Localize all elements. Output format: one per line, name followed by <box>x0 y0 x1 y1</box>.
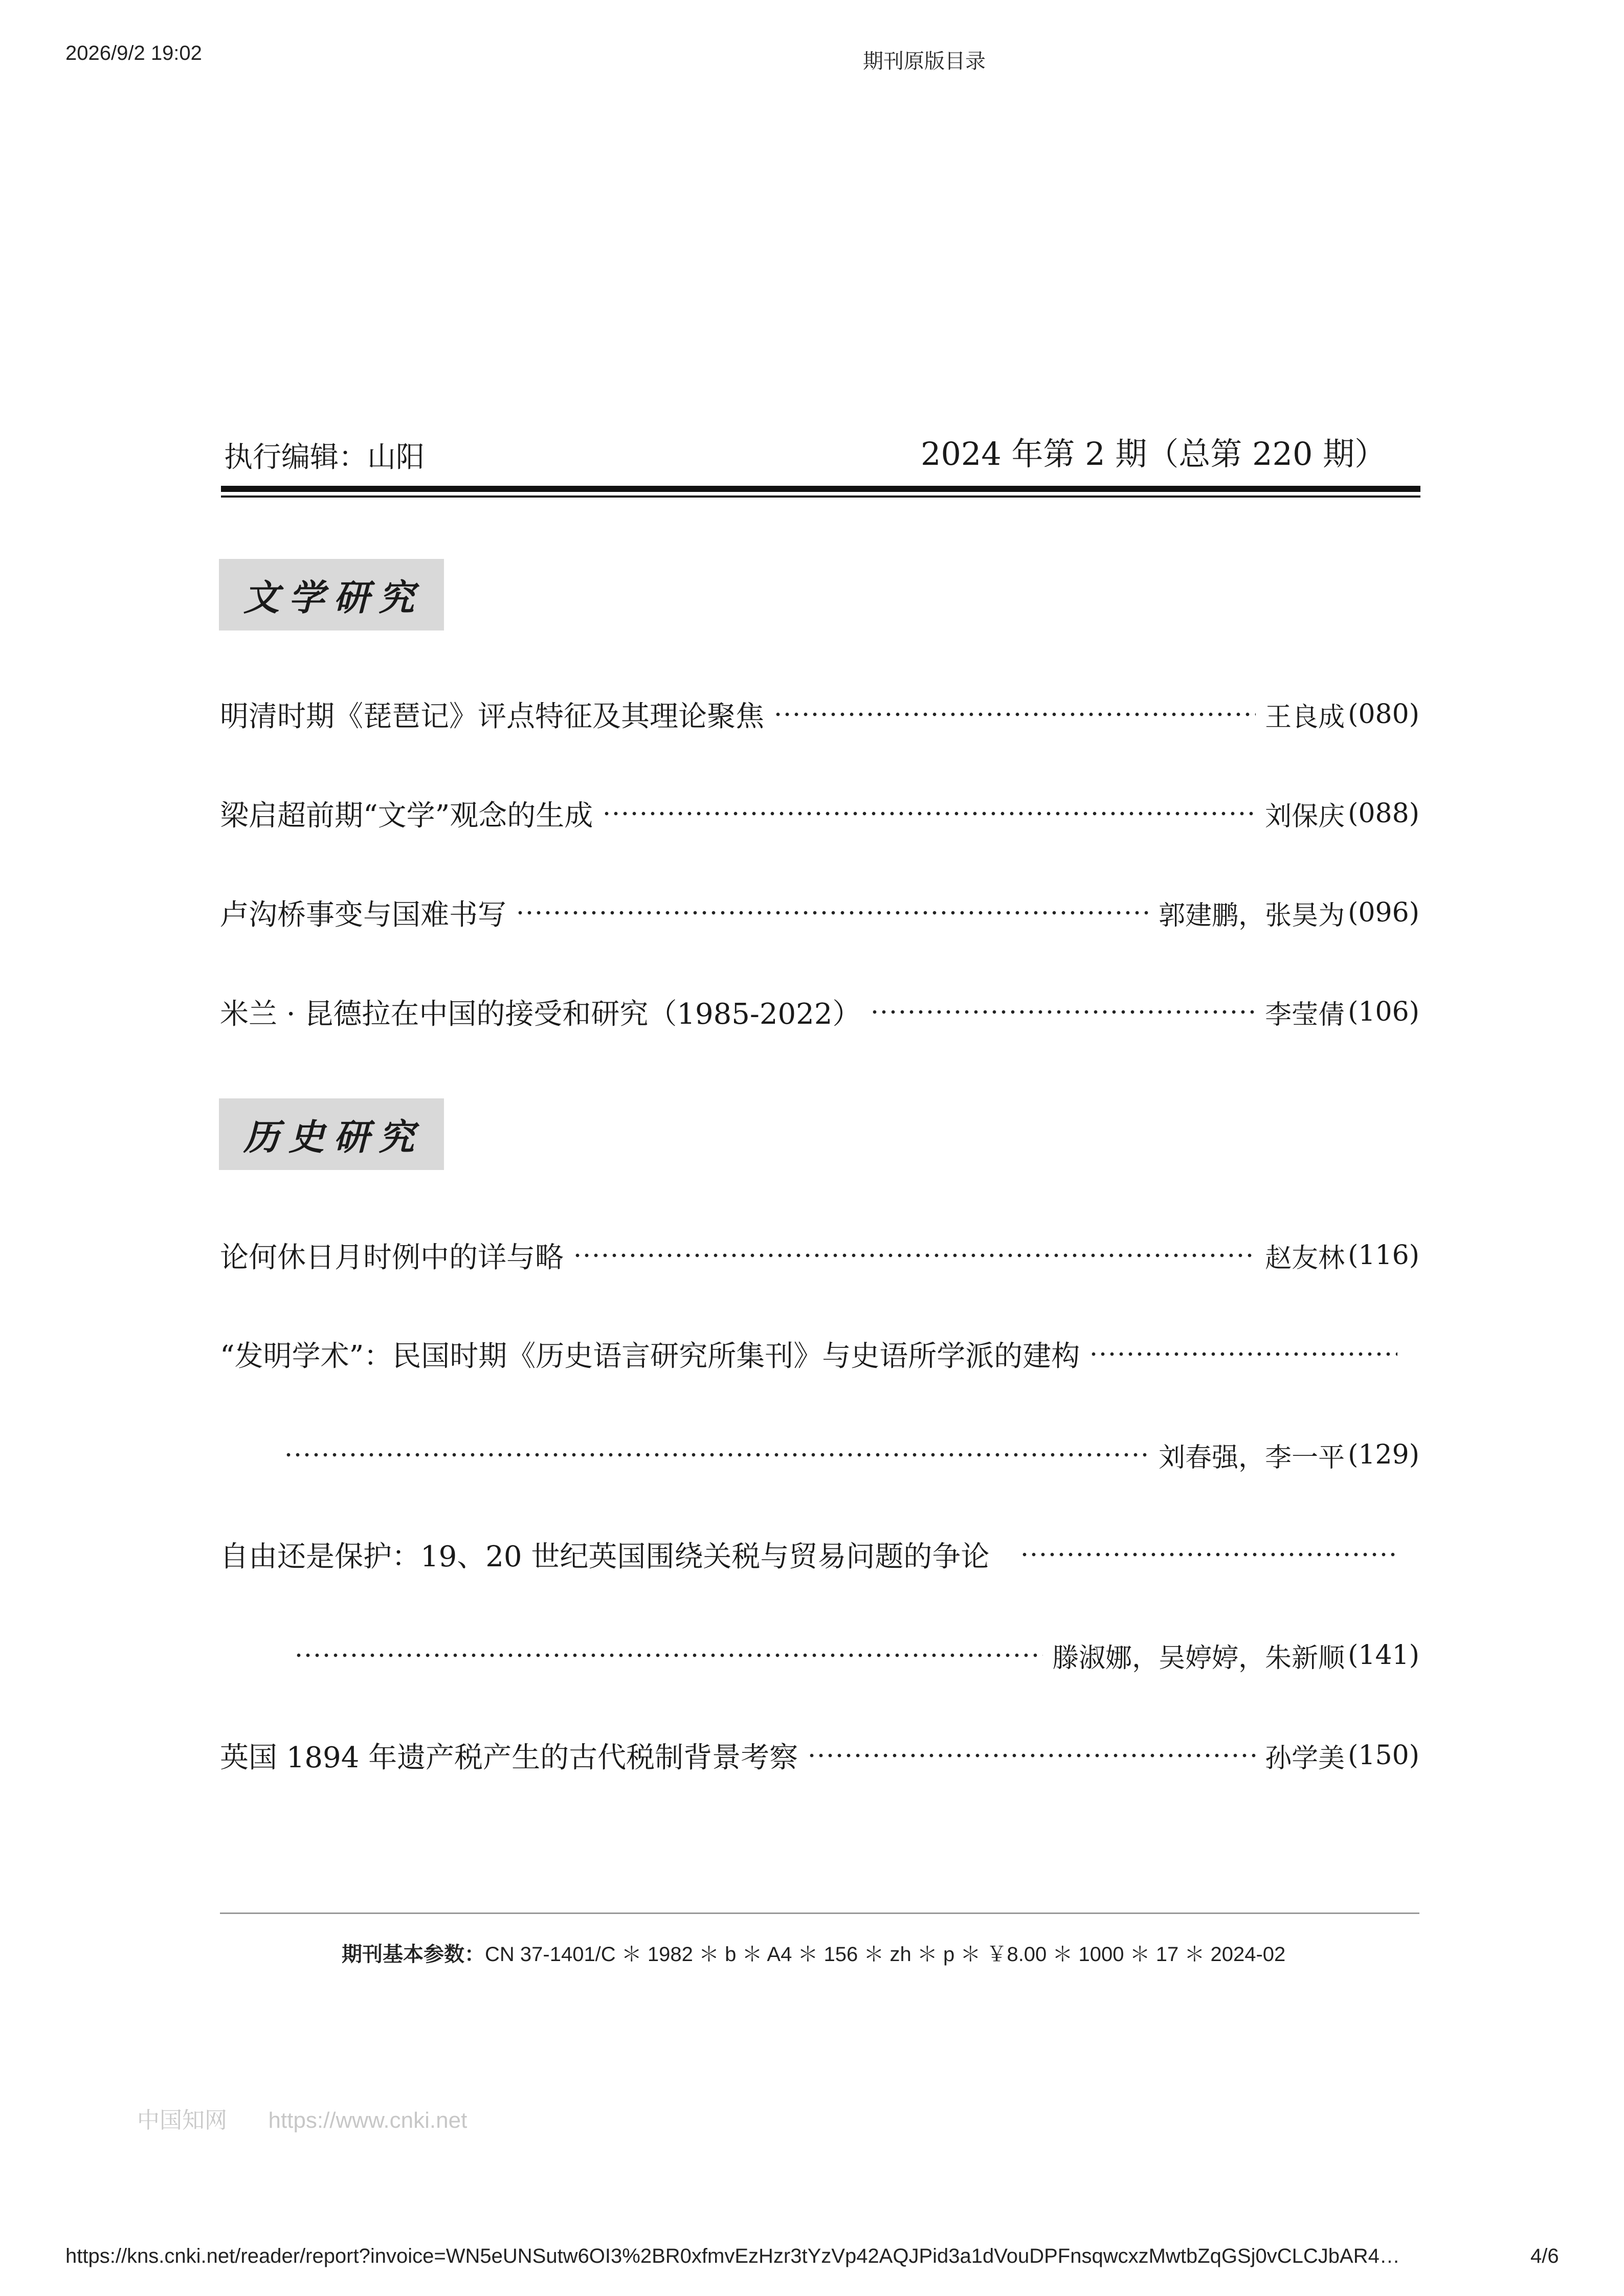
params-value: CN 37-1401/C ＊ 1982 ＊ b ＊ A4 ＊ 156 ＊ zh ＊ p ＊ ￥8.00 ＊ 1000 ＊ 17 ＊ 2024-02 <box>485 1943 1286 1966</box>
params-label: 期刊基本参数： <box>342 1943 485 1966</box>
toc-entry-author: 郭建鹏，张昊为 <box>1159 900 1345 931</box>
toc-entry-title-line[interactable] <box>220 1532 1407 1578</box>
toc-entry[interactable] <box>220 1232 1419 1278</box>
leader-dots <box>773 712 1256 717</box>
toc-entry-title: 自由还是保护：19、20 世纪英国围绕关税与贸易问题的争论 <box>220 1540 990 1573</box>
print-page-indicator: 4/6 <box>1530 2245 1559 2267</box>
leader-dots <box>807 1753 1256 1758</box>
toc-entry-title: 明清时期《琵琶记》评点特征及其理论聚焦 <box>220 700 764 733</box>
leader-dots <box>870 1009 1256 1015</box>
leader-dots <box>1089 1352 1397 1357</box>
toc-entry[interactable] <box>220 989 1419 1035</box>
leader-dots <box>1020 1552 1397 1557</box>
toc-entry-page: (080) <box>1348 699 1419 730</box>
toc-entry-page: (129) <box>1348 1439 1419 1470</box>
toc-entry-page: (116) <box>1348 1240 1419 1271</box>
leader-dots <box>516 910 1149 915</box>
toc-entry-page: (150) <box>1348 1740 1419 1771</box>
toc-entry-title: 卢沟桥事变与国难书写 <box>220 898 506 932</box>
toc-entry-page: (106) <box>1348 997 1419 1027</box>
toc-entry-page: (141) <box>1348 1640 1419 1671</box>
issue-info: 2024 年第 2 期（总第 220 期） <box>921 435 1387 472</box>
journal-params <box>342 1938 1285 1967</box>
print-datetime: 2026/9/2 19:02 <box>65 42 202 64</box>
toc-entry-title: 英国 1894 年遗产税产生的古代税制背景考察 <box>220 1741 798 1774</box>
leader-dots <box>284 1452 1149 1457</box>
toc-entry-title: “发明学术”：民国时期《历史语言研究所集刊》与史语所学派的建构 <box>220 1340 1080 1373</box>
cnki-watermark-name: 中国知网 <box>137 2108 227 2133</box>
toc-entry-page: (088) <box>1348 798 1419 829</box>
toc-entry-author: 赵友林 <box>1265 1243 1345 1274</box>
toc-entry-continuation[interactable] <box>284 1432 1419 1478</box>
toc-entry-title: 论何休日月时例中的详与略 <box>220 1241 564 1274</box>
print-url: https://kns.cnki.net/reader/report?invoice=WN5eUNSutw6OI3%2BR0xfmvEzHzr3tYzVp42AQJPid3a1dVouDPFnsqwcxzMwtbZqGSj0vCLCJbAR4… <box>65 2245 1400 2267</box>
section-heading-history: 历史研究 <box>219 1098 444 1170</box>
cnki-watermark-url: https://www.cnki.net <box>268 2108 468 2133</box>
toc-entry[interactable] <box>220 791 1419 837</box>
toc-entry-continuation[interactable] <box>294 1632 1419 1678</box>
header-rule-thick <box>221 486 1420 492</box>
section-heading-literature: 文学研究 <box>219 559 444 631</box>
toc-entry-title-line[interactable] <box>220 1331 1407 1377</box>
leader-dots <box>294 1653 1043 1658</box>
toc-entry-author: 李莹倩 <box>1265 999 1345 1030</box>
toc-entry-title: 梁启超前期“文学”观念的生成 <box>220 799 593 832</box>
header-rule-thin <box>221 496 1420 498</box>
toc-entry-author: 刘春强，李一平 <box>1159 1442 1345 1473</box>
executive-editor: 执行编辑：山阳 <box>224 441 425 474</box>
params-divider <box>220 1912 1419 1914</box>
toc-entry[interactable] <box>220 1732 1419 1779</box>
toc-entry-page: (096) <box>1348 897 1419 928</box>
toc-entry[interactable] <box>220 691 1419 737</box>
toc-entry-author: 王良成 <box>1265 702 1345 733</box>
toc-entry-author: 滕淑娜，吴婷婷，朱新顺 <box>1052 1642 1345 1674</box>
toc-entry-author: 孙学美 <box>1265 1743 1345 1774</box>
print-page-title: 期刊原版目录 <box>863 50 986 73</box>
toc-entry-title: 米兰 · 昆德拉在中国的接受和研究（1985-2022） <box>220 998 861 1031</box>
leader-dots <box>602 811 1256 816</box>
toc-entry[interactable] <box>220 890 1419 936</box>
toc-entry-author: 刘保庆 <box>1265 801 1345 832</box>
cnki-watermark <box>137 2102 467 2134</box>
leader-dots <box>573 1253 1256 1258</box>
